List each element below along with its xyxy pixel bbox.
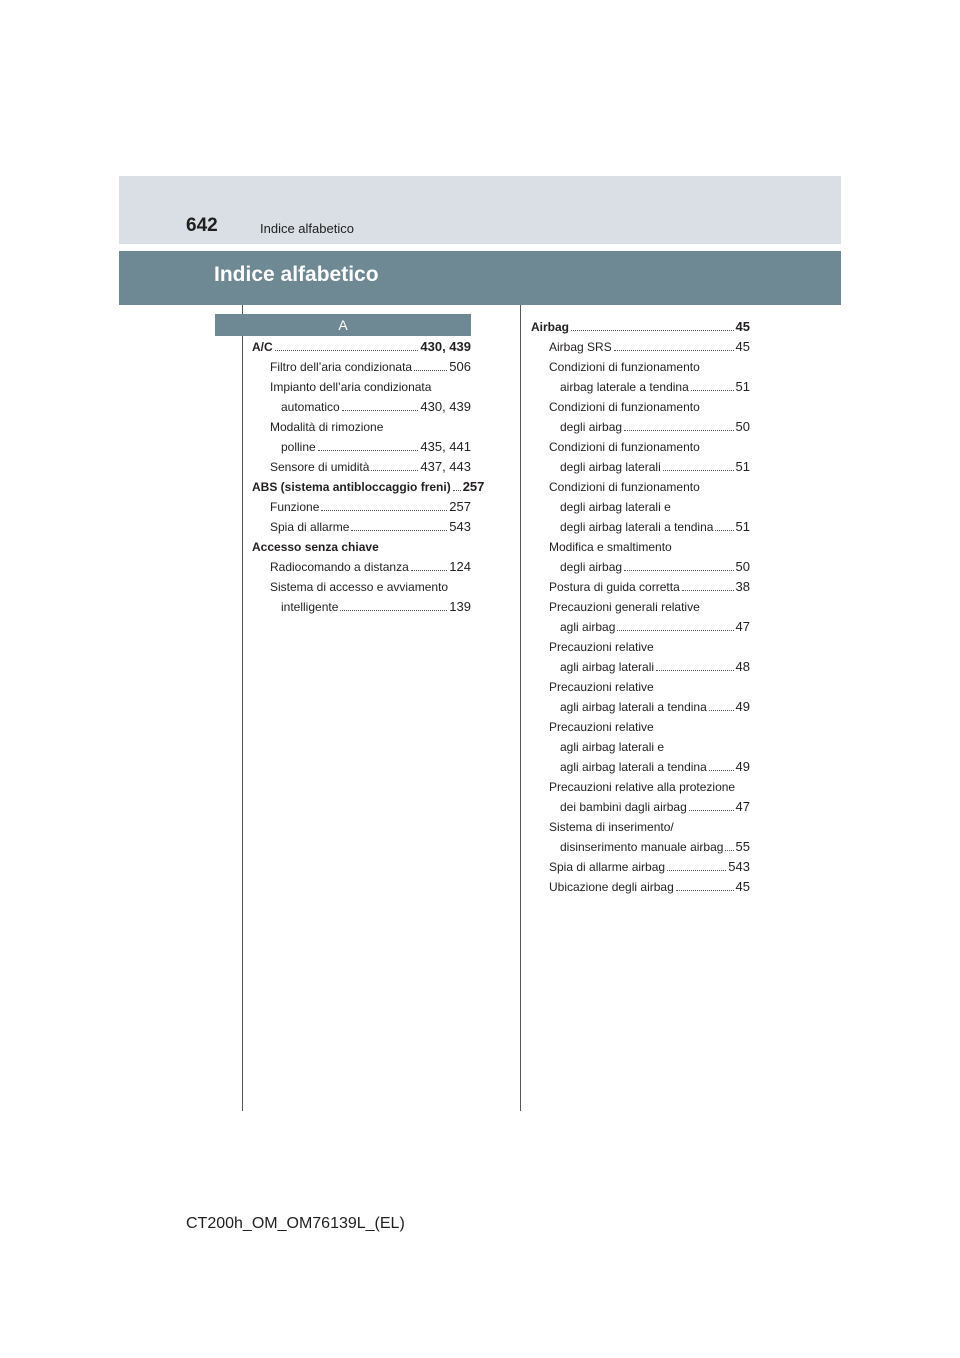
- dot-leader: [624, 558, 733, 571]
- title-band: [119, 251, 841, 305]
- entry-pages: 45: [735, 339, 750, 354]
- entry-term: Filtro dell’aria condizionata: [270, 360, 413, 374]
- index-entry: Condizioni di funzionamento: [549, 440, 700, 454]
- dot-leader: [709, 698, 734, 711]
- entry-term: degli airbag: [560, 560, 623, 574]
- entry-pages: 38: [735, 579, 750, 594]
- entry-pages: 257: [462, 479, 485, 494]
- index-entry: [252, 397, 471, 417]
- section-letter-bar: A: [215, 314, 471, 336]
- entry-pages: 50: [735, 559, 750, 574]
- index-entry: [531, 697, 750, 717]
- entry-pages: 139: [449, 599, 471, 614]
- entry-pages: 55: [735, 839, 750, 854]
- entry-pages: 51: [735, 459, 750, 474]
- dot-leader: [275, 338, 419, 351]
- index-entry: [252, 477, 485, 497]
- entry-term: Spia di allarme airbag: [549, 860, 666, 874]
- entry-pages: 48: [735, 659, 750, 674]
- index-entry: [252, 517, 471, 537]
- dot-leader: [663, 458, 734, 471]
- entry-term: Ubicazione degli airbag: [549, 880, 674, 894]
- entry-term: dei bambini dagli airbag: [560, 800, 687, 814]
- dot-leader: [676, 878, 734, 891]
- dot-leader: [614, 338, 734, 351]
- index-entry: Precauzioni relative: [549, 640, 654, 654]
- entry-pages: 506: [449, 359, 471, 374]
- index-entry: Precauzioni relative alla protezione: [549, 780, 736, 794]
- entry-term: degli airbag: [560, 420, 623, 434]
- entry-pages: 49: [735, 759, 750, 774]
- dot-leader: [624, 418, 733, 431]
- dot-leader: [691, 378, 734, 391]
- entry-pages: 47: [735, 619, 750, 634]
- entry-pages: 430, 439: [420, 399, 471, 414]
- dot-leader: [656, 658, 733, 671]
- dot-leader: [414, 358, 447, 371]
- index-entry: Precauzioni generali relative: [549, 600, 700, 614]
- entry-term: agli airbag laterali a tendina: [560, 760, 707, 774]
- dot-leader: [709, 758, 734, 771]
- dot-leader: [453, 478, 461, 491]
- entry-term: airbag laterale a tendina: [560, 380, 689, 394]
- entry-pages: 45: [735, 319, 750, 334]
- index-entry: [252, 357, 471, 377]
- index-entry: [531, 837, 750, 857]
- entry-term: agli airbag laterali: [560, 660, 655, 674]
- index-entry: [252, 337, 471, 357]
- index-entry: [252, 557, 471, 577]
- index-entry: [252, 437, 471, 457]
- dot-leader: [321, 498, 447, 511]
- index-entry: Modalità di rimozione: [270, 420, 384, 434]
- index-entry: Impianto dell’aria condizionata: [270, 380, 432, 394]
- entry-pages: 47: [735, 799, 750, 814]
- entry-term: Funzione: [270, 500, 320, 514]
- entry-term: Airbag SRS: [549, 340, 612, 354]
- dot-leader: [667, 858, 726, 871]
- entry-pages: 124: [449, 559, 471, 574]
- index-entry: Precauzioni relative: [549, 720, 654, 734]
- index-entry: [531, 337, 750, 357]
- dot-leader: [340, 598, 447, 611]
- dot-leader: [689, 798, 734, 811]
- index-entry: [531, 457, 750, 477]
- right-column-rule: [520, 305, 521, 1111]
- running-title: Indice alfabetico: [260, 221, 354, 236]
- entry-term: Postura di guida corretta: [549, 580, 680, 594]
- entry-pages: 437, 443: [420, 459, 471, 474]
- entry-pages: 435, 441: [420, 439, 471, 454]
- index-entry: [531, 657, 750, 677]
- index-entry: Modifica e smaltimento: [549, 540, 672, 554]
- entry-term: Radiocomando a distanza: [270, 560, 409, 574]
- dot-leader: [571, 318, 734, 331]
- entry-pages: 45: [735, 879, 750, 894]
- header-band: [119, 176, 841, 244]
- index-entry: [531, 857, 750, 877]
- index-entry: [531, 377, 750, 397]
- dot-leader: [725, 838, 733, 851]
- entry-term: disinserimento manuale airbag: [560, 840, 724, 854]
- index-entry: degli airbag laterali e: [560, 500, 671, 514]
- index-entry: [531, 417, 750, 437]
- page-number: 642: [186, 215, 218, 236]
- entry-pages: 49: [735, 699, 750, 714]
- index-entry: [531, 877, 750, 897]
- dot-leader: [342, 398, 419, 411]
- entry-term: automatico: [281, 400, 340, 414]
- entry-pages: 430, 439: [420, 339, 471, 354]
- entry-term: A/C: [252, 340, 273, 354]
- index-entry: [531, 797, 750, 817]
- index-entry: [252, 457, 471, 477]
- document-code: CT200h_OM_OM76139L_(EL): [186, 1215, 405, 1232]
- entry-pages: 51: [735, 379, 750, 394]
- index-entry: Condizioni di funzionamento: [549, 360, 700, 374]
- dot-leader: [411, 558, 448, 571]
- dot-leader: [617, 618, 733, 631]
- entry-term: agli airbag laterali a tendina: [560, 700, 707, 714]
- entry-term: Spia di allarme: [270, 520, 350, 534]
- index-entry: agli airbag laterali e: [560, 740, 665, 754]
- entry-term: degli airbag laterali a tendina: [560, 520, 714, 534]
- entry-term: ABS (sistema antibloccaggio freni): [252, 480, 451, 494]
- entry-term: Airbag: [531, 320, 570, 334]
- index-entry: [531, 617, 750, 637]
- entry-pages: 51: [735, 519, 750, 534]
- left-column-rule: [242, 305, 243, 1111]
- index-entry: [252, 497, 471, 517]
- entry-term: Sensore di umidità: [270, 460, 370, 474]
- dot-leader: [351, 518, 447, 531]
- index-entry: [531, 757, 750, 777]
- index-entry: Condizioni di funzionamento: [549, 400, 700, 414]
- dot-leader: [682, 578, 734, 591]
- index-entry: [531, 317, 750, 337]
- entry-pages: 543: [449, 519, 471, 534]
- page-title: Indice alfabetico: [214, 263, 379, 286]
- left-index-column: [252, 337, 485, 617]
- entry-pages: 257: [449, 499, 471, 514]
- entry-term: polline: [281, 440, 316, 454]
- index-entry: Condizioni di funzionamento: [549, 480, 700, 494]
- index-entry: Accesso senza chiave: [252, 540, 379, 554]
- index-entry: Sistema di accesso e avviamento: [270, 580, 449, 594]
- dot-leader: [371, 458, 418, 471]
- dot-leader: [318, 438, 419, 451]
- dot-leader: [715, 518, 733, 531]
- entry-pages: 543: [728, 859, 750, 874]
- index-entry: [252, 597, 471, 617]
- right-index-column: [531, 317, 750, 897]
- entry-term: agli airbag: [560, 620, 616, 634]
- index-entry: [531, 517, 750, 537]
- index-entry: [531, 557, 750, 577]
- index-entry: [531, 577, 750, 597]
- index-entry: Sistema di inserimento/: [549, 820, 674, 834]
- index-entry: Precauzioni relative: [549, 680, 654, 694]
- entry-pages: 50: [735, 419, 750, 434]
- entry-term: degli airbag laterali: [560, 460, 661, 474]
- entry-term: intelligente: [281, 600, 339, 614]
